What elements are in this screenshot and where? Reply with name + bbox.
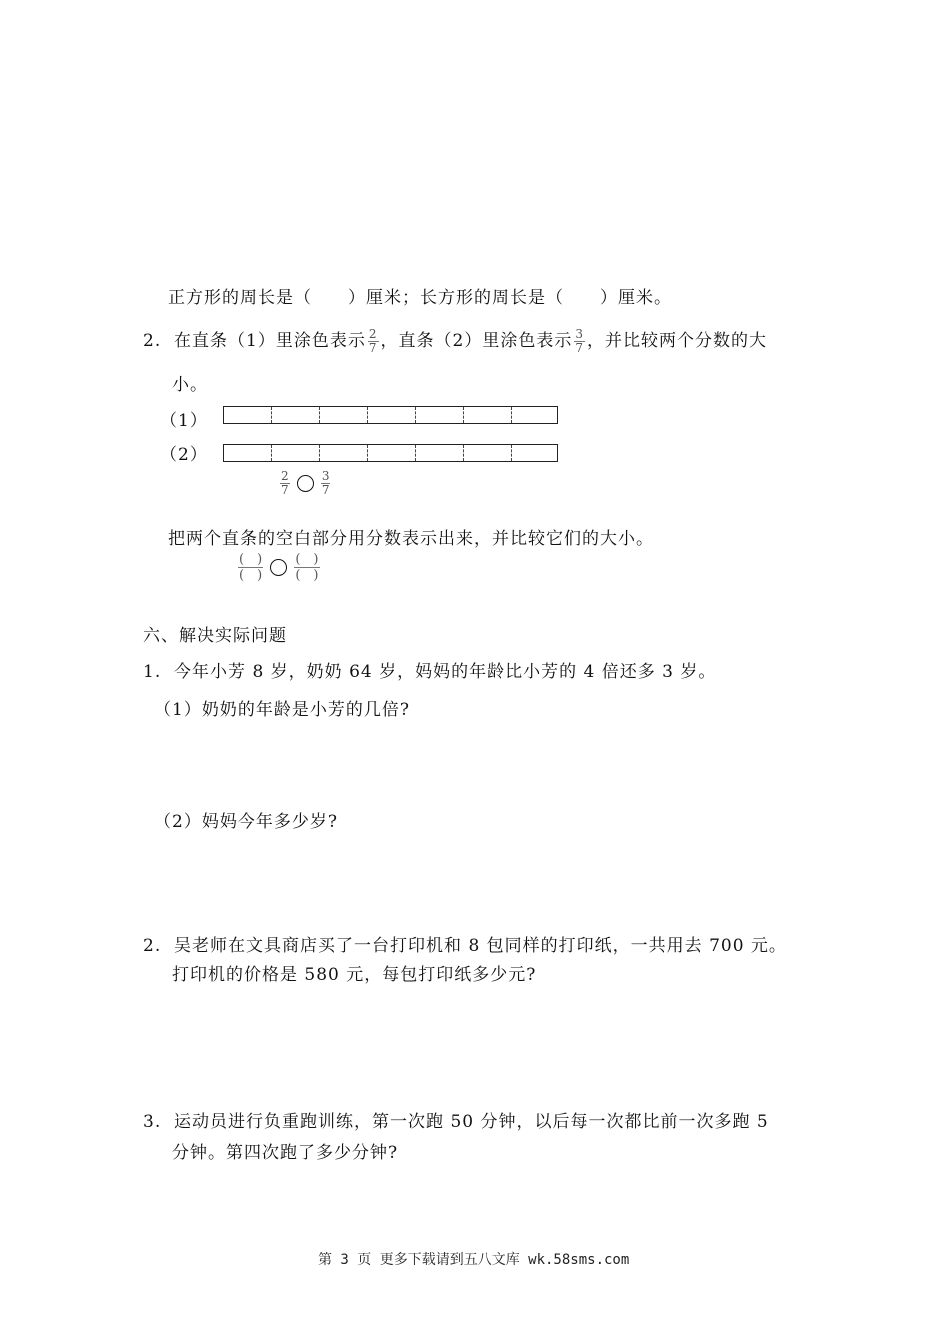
blank-left-fraction[interactable]: $\frac{( )}{( )}$ bbox=[239, 552, 263, 583]
q2-number: 2. bbox=[143, 331, 162, 351]
q2-text-c: ，并比较两个分数的大 bbox=[586, 331, 767, 351]
problem3 bbox=[143, 1107, 769, 1132]
strip-bar-2[interactable] bbox=[223, 444, 558, 462]
problem1-text: 今年小芳 8 岁，奶奶 64 岁，妈妈的年龄比小芳的 4 倍还多 3 岁。 bbox=[174, 662, 717, 682]
problem2-line2: 打印机的价格是 580 元，每包打印纸多少元? bbox=[172, 965, 537, 985]
page-footer: 第 3 页 更多下载请到五八文库 wk.58sms.com bbox=[318, 1252, 630, 1268]
fraction-three-sevenths: $\frac{3}{7}$ bbox=[575, 327, 584, 355]
bar2-label: （2） bbox=[160, 445, 208, 465]
strip-bar-1[interactable] bbox=[223, 406, 558, 424]
problem1-number: 1. bbox=[143, 662, 162, 682]
q2-text-b: ，直条（2）里涂色表示 bbox=[380, 331, 573, 351]
compare-right-fraction: $\frac{3}{7}$ bbox=[321, 469, 330, 497]
perimeter-question: 正方形的周长是（ ）厘米；长方形的周长是（ ）厘米。 bbox=[168, 288, 672, 308]
bar1-label: （1） bbox=[160, 411, 208, 431]
compare-circle[interactable] bbox=[297, 475, 314, 492]
blank-compare bbox=[236, 552, 322, 583]
problem1-sub1: （1）奶奶的年龄是小芳的几倍? bbox=[154, 700, 410, 720]
problem2-line1: 吴老师在文具商店买了一台打印机和 8 包同样的打印纸，一共用去 700 元。 bbox=[174, 936, 787, 956]
q2-text-a: 在直条（1）里涂色表示 bbox=[174, 331, 366, 351]
problem3-line2: 分钟。第四次跑了多少分钟? bbox=[172, 1143, 399, 1163]
problem2 bbox=[143, 931, 787, 956]
problem3-line1: 运动员进行负重跑训练，第一次跑 50 分钟，以后每一次都比前一次多跑 5 bbox=[174, 1112, 769, 1132]
fraction-compare bbox=[278, 470, 332, 497]
problem1 bbox=[143, 657, 716, 682]
compare-left-fraction: $\frac{2}{7}$ bbox=[281, 469, 289, 497]
problem2-number: 2. bbox=[143, 936, 162, 956]
blank-compare-question: 把两个直条的空白部分用分数表示出来，并比较它们的大小。 bbox=[168, 529, 654, 549]
q2-line1 bbox=[143, 326, 767, 355]
q2-line2: 小。 bbox=[172, 375, 208, 395]
fraction-two-sevenths: $\frac{2}{7}$ bbox=[368, 327, 378, 355]
blank-right-fraction[interactable]: $\frac{( )}{( )}$ bbox=[295, 552, 319, 583]
problem1-sub2: （2）妈妈今年多少岁? bbox=[154, 812, 338, 832]
problem3-number: 3. bbox=[143, 1112, 162, 1132]
blank-compare-circle[interactable] bbox=[270, 559, 287, 576]
section-title: 六、解决实际问题 bbox=[143, 626, 287, 646]
